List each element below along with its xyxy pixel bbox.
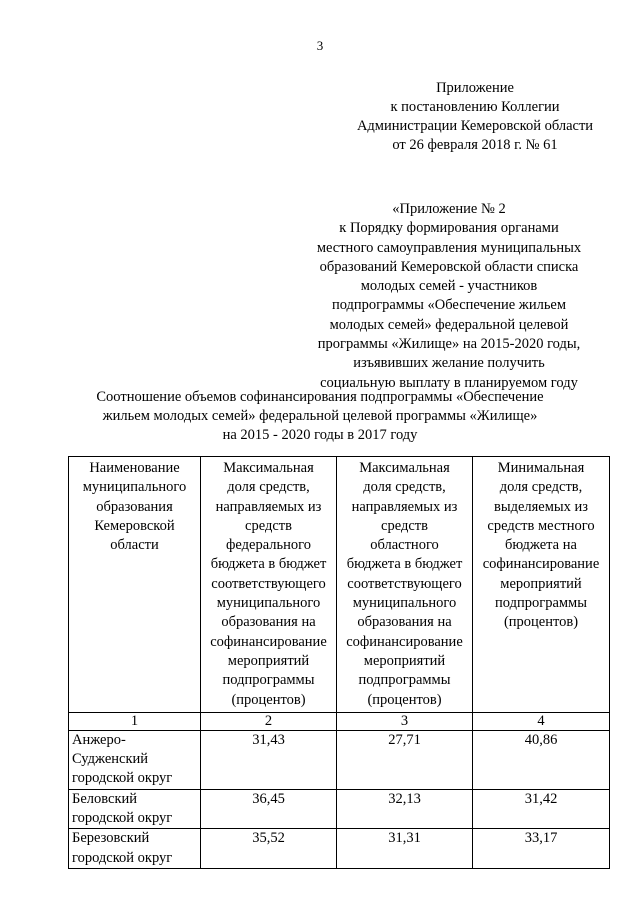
header-line: (процентов) [503, 614, 579, 631]
header-line: средств [381, 517, 428, 534]
header-line: мероприятий [363, 652, 446, 669]
header-line: софинансирование [482, 556, 600, 573]
federal-share-value: 36,45 [201, 789, 337, 829]
local-share-value: 31,42 [473, 789, 610, 829]
header-local-share [473, 457, 610, 713]
appendix-1-line: к постановлению Коллегии [390, 99, 560, 115]
table-header-row [69, 457, 610, 713]
header-line: образования на [357, 614, 452, 631]
appendix-2-line: изъявивших желание получить [353, 355, 545, 372]
name-line: городской округ [72, 810, 173, 827]
appendix-2-line: местного самоуправления муниципальных [316, 239, 582, 256]
header-line: федерального [226, 537, 311, 554]
header-line: муниципального [82, 479, 187, 496]
header-line: софинансирование [210, 633, 327, 650]
page-number: 3 [316, 38, 324, 53]
appendix-2-line: программы «Жилище» на 2015-2020 годы, [317, 336, 581, 353]
name-line: городской округ [72, 849, 173, 866]
header-line: соответствующего [211, 575, 326, 592]
header-line: (процентов) [231, 691, 306, 708]
table-row [69, 730, 610, 789]
appendix-2-block [290, 200, 608, 393]
header-municipality [69, 457, 201, 713]
document-title [90, 388, 550, 445]
title-line: на 2015 - 2020 годы в 2017 году [222, 427, 418, 443]
column-number-row [69, 712, 610, 730]
appendix-2-line: образований Кемеровской области списка [319, 258, 579, 275]
local-share-value: 40,86 [473, 730, 610, 789]
column-number: 3 [337, 712, 473, 730]
header-line: направляемых из [351, 498, 458, 515]
header-line: Максимальная [223, 460, 314, 476]
header-line: мероприятий [227, 652, 310, 669]
header-line: образования на [221, 614, 316, 631]
header-line: Наименование [89, 460, 180, 476]
header-line: доля средств, [499, 479, 583, 496]
header-line: средств местного [487, 517, 595, 534]
header-regional-share [337, 457, 473, 713]
header-line: доля средств, [227, 479, 310, 496]
header-federal-share [201, 457, 337, 713]
header-line: выделяемых из [493, 498, 589, 515]
appendix-1-line: Администрации Кемеровской области [356, 118, 594, 134]
header-line: Минимальная [497, 460, 585, 476]
header-line: софинансирование [346, 633, 463, 650]
appendix-1-block [300, 79, 640, 155]
header-line: доля средств, [363, 479, 446, 496]
header-line: подпрограммы [222, 672, 315, 689]
appendix-2-line: молодых семей» федеральной целевой [329, 316, 569, 333]
table-row [69, 829, 610, 869]
header-line: Максимальная [359, 460, 450, 476]
title-line: жильем молодых семей» федеральной целевой программы «Жилище» [102, 408, 538, 424]
header-line: областного [370, 537, 439, 554]
appendix-2-line: подпрограммы «Обеспечение жильем [331, 297, 567, 314]
header-line: соответствующего [347, 575, 462, 592]
header-line: бюджета на [505, 537, 577, 554]
regional-share-value: 32,13 [337, 789, 473, 829]
appendix-1-line: Приложение [436, 80, 514, 96]
name-line: Анжеро- [72, 731, 126, 748]
header-line: (процентов) [367, 691, 442, 708]
column-number: 1 [69, 712, 201, 730]
column-number: 4 [473, 712, 610, 730]
municipality-name [69, 829, 201, 869]
appendix-2-line: социальную выплату в планируемом году [320, 374, 578, 391]
name-line: Судженский [72, 751, 149, 768]
regional-share-value: 31,31 [337, 829, 473, 869]
header-line: образования [96, 498, 173, 515]
name-line: Беловский [72, 790, 138, 807]
header-line: бюджета в бюджет [346, 556, 463, 573]
appendix-1-line: от 26 февраля 2018 г. № 61 [392, 137, 558, 153]
appendix-2-line: молодых семей - участников [360, 278, 538, 295]
regional-share-value: 27,71 [337, 730, 473, 789]
header-line: муниципального [216, 595, 321, 612]
federal-share-value: 35,52 [201, 829, 337, 869]
header-line: подпрограммы [358, 672, 451, 689]
name-line: Березовский [72, 830, 150, 847]
header-line: подпрограммы [495, 595, 587, 612]
header-line: муниципального [352, 595, 457, 612]
header-line: средств [245, 517, 292, 534]
municipality-name [69, 730, 201, 789]
federal-share-value: 31,43 [201, 730, 337, 789]
header-line: Кемеровской [94, 517, 175, 534]
title-line: Соотношение объемов софинансирования подпрограммы «Обеспечение [96, 389, 544, 405]
name-line: городской округ [72, 770, 173, 787]
table-row [69, 789, 610, 829]
header-line: области [110, 537, 159, 554]
municipality-name [69, 789, 201, 829]
column-number: 2 [201, 712, 337, 730]
appendix-2-line: к Порядку формирования органами [339, 220, 559, 237]
header-line: бюджета в бюджет [210, 556, 327, 573]
cofinancing-table [68, 456, 610, 869]
header-line: направляемых из [215, 498, 322, 515]
header-line: мероприятий [500, 575, 582, 592]
local-share-value: 33,17 [473, 829, 610, 869]
appendix-2-line: «Приложение № 2 [392, 201, 506, 217]
